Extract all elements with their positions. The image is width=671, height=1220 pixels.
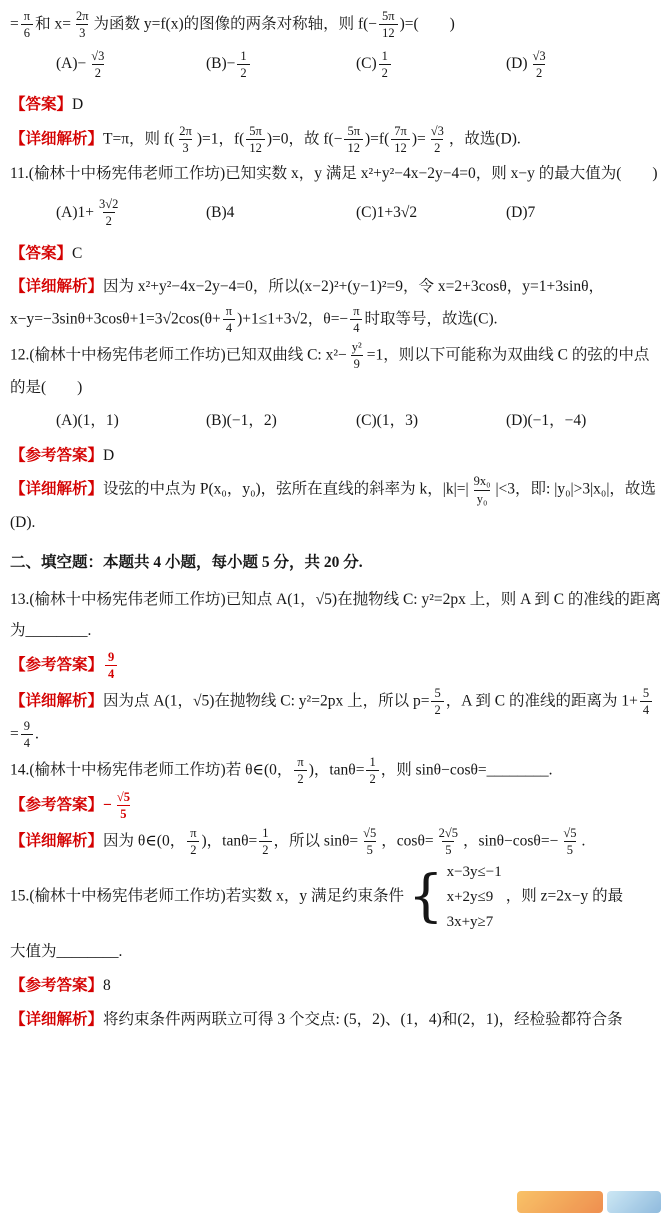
fraction: $\frac{1}{2}$ [259,825,271,859]
analysis-label: 【详细解析】 [10,278,104,296]
fraction: $\frac{9}{4}$ [21,718,33,752]
q11-option-d: (D)7 [506,203,536,221]
q13-stem: 13.(榆林十中杨宪伟老师工作坊)已知点 A(1，√5)在抛物线 C: y²=2px 上，则 A 到 C 的准线的距离为________. [10,590,661,640]
q10-answer [10,89,661,121]
fraction: $\frac{5\pi}{12}$ [246,123,265,157]
answer-fraction: $\frac{√5}{5}$ [116,790,130,822]
q12-option-b: (B)(−1，2) [206,411,277,429]
analysis-label: 【详细解析】 [10,130,104,148]
q10-stem-text: )=( ) [399,15,455,33]
answer-label: 【答案】 [10,96,73,113]
q11-option-b: (B)4 [206,203,235,221]
constraint-3: 3x+y≥7 [446,913,494,930]
analysis-label: 【详细解析】 [10,480,104,498]
q10-option-a: (A)− $\frac{√3}{2}$ [56,48,206,82]
q15-stem: 15.(榆林十中杨宪伟老师工作坊)若实数 x，y 满足约束条件 { x−3y≤−1 x+2y≤9 3x+y≥7 ，则 z=2x−y 的最 [10,860,661,934]
watermark-orange-shape [517,1191,603,1213]
watermark-blue-shape [607,1191,661,1213]
q12-answer [10,440,661,472]
q12-analysis: 【详细解析】设弦的中点为 P(x₀，y₀)，弦所在直线的斜率为 k，|k|=| $\frac{\text{9x₀}}{\text{y₀}}$ |<3，即: |y₀|>3|x₀|，故选(D). [10,474,656,531]
answer-label: 【参考答案】 [10,446,104,464]
answer-label: 【参考答案】 [10,977,104,995]
fraction: $\frac{√5}{5}$ [363,825,377,857]
q14-analysis: 【详细解析】因为 θ∈(0， $\frac{\pi}{2}$ )，tanθ= $\frac{1}{2}$ ，所以 sinθ= $\frac{√5}{5}$ ，cosθ= $\frac{2√5}{5}$ ，sinθ−cosθ=− $\frac{√5}{5}$ . [10,825,586,857]
constraint-1: x−3y≤−1 [446,864,502,881]
answer-label: 【答案】 [10,244,73,262]
q10-option-c: (C) $\frac{1}{2}$ [356,48,506,82]
fraction: $\frac{2√5}{5}$ [438,825,458,857]
q11-answer [10,238,661,270]
analysis-label: 【详细解析】 [10,691,104,709]
q10-stem-text: 和 x= [35,15,71,33]
q12-stem: 12.(榆林十中杨宪伟老师工作坊)已知双曲线 C: x²− $\frac{\text{y²}}{9}$ =1，则以下可能称为双曲线 C 的弦的中点的是( ) [10,339,650,397]
q14-stem: 14.(榆林十中杨宪伟老师工作坊)若 θ∈(0， $\frac{\pi}{2}$ )，tanθ= $\frac{1}{2}$ ，则 sinθ−cosθ=________. [10,754,553,786]
fraction: $\frac{√3}{2}$ [91,48,105,80]
q13-answer [10,649,661,683]
fraction: $\frac{√5}{5}$ [563,825,577,857]
answer-value: D [103,446,115,464]
q10-stem [10,8,661,42]
fraction: $\frac{5}{4}$ [640,685,652,719]
answer-label: 【参考答案】 [10,796,104,814]
left-brace: { [407,864,444,930]
answer-fraction: $\frac{9}{4}$ [105,649,117,683]
fraction: $\frac{1}{2}$ [366,754,378,788]
fraction: $\frac{5\pi}{12}$ [379,8,398,42]
answer-value: D [72,96,84,113]
q12-options [56,410,661,432]
analysis-label: 【详细解析】 [10,831,104,849]
fraction: $\frac{2\pi}{3}$ [179,123,192,156]
fraction: $\frac{2\pi}{3}$ [75,9,89,41]
fraction: $\frac{1}{2}$ [379,48,391,82]
fraction: $\frac{\pi}{2}$ [187,825,199,859]
fraction: $\frac{\text{y²}}{9}$ [351,339,362,371]
q10-options [56,48,661,82]
q12-option-a: (A)(1，1) [56,411,119,429]
answer-label: 【参考答案】 [10,656,104,674]
fraction: $\frac{5\pi}{12}$ [344,123,363,157]
fraction: $\frac{\pi}{2}$ [294,754,306,788]
fraction: $\frac{√3}{2}$ [430,123,444,156]
q15-stem-line2: 大值为________. [10,943,123,961]
q10-stem-text: = [10,15,19,33]
q11-analysis: 【详细解析】因为 x²+y²−4x−2y−4=0，所以(x−2)²+(y−1)²=9，令 x=2+3cosθ，y=1+3sinθ，x−y=−3sinθ+3cosθ+1=3√2cos(θ+ $\frac{\pi}{4}$ )+1≤1+3√2，θ=− $\frac{\pi}{4}$ 时取等号，故选(C). [10,278,604,336]
fraction: $\frac{\text{9x₀}}{\text{y₀}}$ [473,474,491,506]
fraction: $\frac{7\pi}{12}$ [391,123,410,157]
q15-answer [10,970,661,1002]
q10-option-b: (B)− $\frac{1}{2}$ [206,48,356,82]
answer-value: 8 [103,977,111,995]
constraint-system [408,860,502,934]
q11-options [56,196,661,230]
q10-option-d: (D) $\frac{√3}{2}$ [506,48,551,82]
answer-value: C [72,244,83,262]
fraction: $\frac{\pi}{4}$ [350,303,362,337]
fraction: $\frac{\pi}{4}$ [223,303,235,337]
constraint-rows [447,860,502,934]
section-header-fill-in: 二、填空题：本题共 4 小题，每小题 5 分，共 20 分. [10,553,363,571]
q13-analysis: 【详细解析】因为点 A(1，√5)在抛物线 C: y²=2px 上，所以 p= $\frac{5}{2}$ ，A 到 C 的准线的距离为 1+ $\frac{5}{4}$ = $\frac{9}{4}$ . [10,685,661,752]
q10-analysis: 【详细解析】T=π，则 f( $\frac{2\pi}{3}$ )=1，f( $\frac{5\pi}{12}$ )=0，故 f(− $\frac{5\pi}{12}$ )=f( $\frac{7\pi}{12}$ )= $\frac{√3}{2}$ ，故选(D). [10,123,521,156]
watermark-logo [517,1188,669,1216]
q15-analysis: 【详细解析】将约束条件两两联立可得 3 个交点: (5，2)、(1，4)和(2，1)，经检验都符合条 [10,1010,623,1028]
answer-sign: − [103,796,112,814]
fraction: $\frac{1}{2}$ [237,48,249,82]
q14-answer [10,789,661,823]
constraint-2: x+2y≤9 [446,888,494,905]
fraction: $\frac{\pi}{6}$ [21,8,33,42]
q11-option-a: (A)1+ $\frac{3√2}{2}$ [56,196,206,230]
q12-option-d: (D)(−1，−4) [506,411,587,429]
q11-option-c: (C)1+3√2 [356,203,418,221]
analysis-label: 【详细解析】 [10,1010,104,1028]
fraction: $\frac{√3}{2}$ [532,48,546,80]
q10-stem-text: 为函数 y=f(x)的图像的两条对称轴，则 f(− [93,15,378,33]
q11-stem: 11.(榆林十中杨宪伟老师工作坊)已知实数 x，y 满足 x²+y²−4x−2y−4=0，则 x−y 的最大值为( ) [10,165,658,183]
q12-option-c: (C)(1，3) [356,411,418,429]
fraction: $\frac{5}{2}$ [431,685,443,719]
fraction: $\frac{3√2}{2}$ [99,197,119,229]
